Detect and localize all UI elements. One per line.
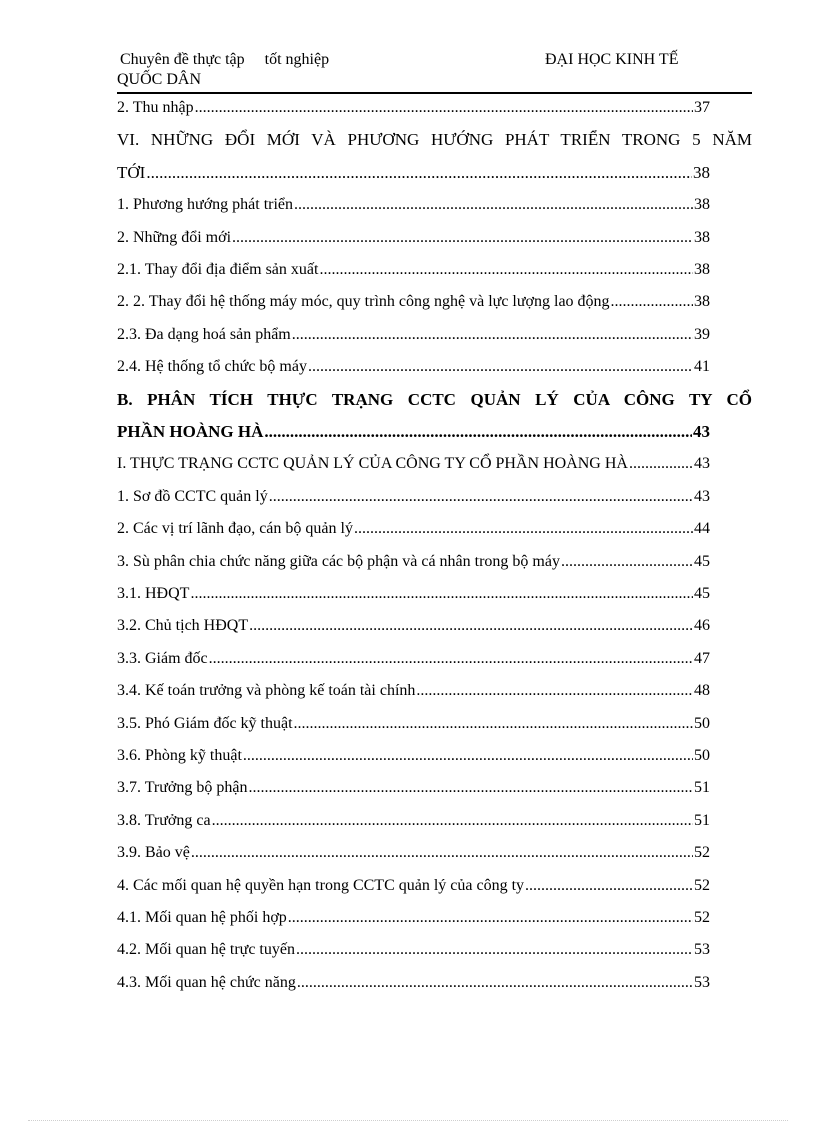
toc-dot-leader <box>297 970 693 996</box>
toc-page-number: 38 <box>694 196 710 214</box>
toc-entry-title: 2. Thu nhập <box>117 99 194 116</box>
toc-page-number: 43 <box>693 422 710 441</box>
toc-page-number: 43 <box>694 455 710 473</box>
toc-dot-leader <box>416 678 693 704</box>
toc-page-number: 53 <box>694 973 710 991</box>
toc-dot-leader <box>292 322 693 348</box>
toc-entry-title: 2.4. Hệ thống tổ chức bộ máy <box>117 358 307 376</box>
toc-page-number: 52 <box>694 909 710 926</box>
toc-page-number: 52 <box>694 844 710 862</box>
toc-entry[interactable] <box>117 95 710 121</box>
toc-entry-title: 3. Sù phân chia chức năng giữa các bộ phận và cá nhân trong bộ máy <box>117 552 560 570</box>
toc-page-number: 38 <box>694 261 710 278</box>
toc-dot-leader <box>249 613 693 639</box>
toc-dot-leader <box>212 808 693 834</box>
toc-entry-title: I. THỰC TRẠNG CCTC QUẢN LÝ CỦA CÔNG TY CỔ PHẦN HOÀNG HÀ <box>117 455 628 473</box>
toc-entry-title: 4.1. Mối quan hệ phối hợp <box>117 909 287 926</box>
toc-page-number: 47 <box>694 649 710 667</box>
toc-entry-title: 2. Những đổi mới <box>117 228 232 246</box>
toc-entry-title: 2.3. Đa dạng hoá sản phẩm <box>117 325 291 343</box>
toc-dot-leader <box>296 937 693 963</box>
toc-page-number: 48 <box>694 682 710 700</box>
toc-page-number: 51 <box>694 779 710 797</box>
toc-dot-leader <box>191 840 693 866</box>
toc-page-number: 46 <box>694 617 710 635</box>
page-bottom-border <box>28 1120 788 1121</box>
toc-entry[interactable] <box>117 192 710 218</box>
toc-entry-title: 2. Các vị trí lãnh đạo, cán bộ quản lý <box>117 520 353 538</box>
toc-dot-leader <box>146 160 692 186</box>
toc-entry-title: 4.3. Mối quan hệ chức năng <box>117 973 296 991</box>
header-rule <box>117 92 752 94</box>
toc-entry-title: 4. Các mối quan hệ quyền hạn trong CCTC quản lý của công ty <box>117 876 525 894</box>
toc-entry[interactable] <box>117 581 710 607</box>
toc-dot-leader <box>525 873 693 899</box>
toc-dot-leader <box>195 95 693 121</box>
toc-entry[interactable] <box>117 646 710 672</box>
toc-dot-leader <box>629 451 693 477</box>
toc-dot-leader <box>308 354 693 380</box>
toc-entry[interactable] <box>117 905 710 931</box>
toc-entry-title: 2.1. Thay đổi địa điểm sản xuất <box>117 261 319 278</box>
toc-entry-title: 1. Sơ đồ CCTC quản lý <box>117 487 268 505</box>
toc-entry[interactable] <box>117 289 710 315</box>
toc-entry[interactable] <box>117 451 710 477</box>
toc-entry-title: PHẦN HOÀNG HÀ <box>117 422 264 441</box>
toc-dot-leader <box>232 225 693 251</box>
toc-page-number: 38 <box>694 293 710 311</box>
toc-entry-title: 3.2. Chủ tịch HĐQT <box>117 617 249 635</box>
toc-dot-leader <box>269 484 693 510</box>
toc-entry-title: 2. 2. Thay đổi hệ thống máy móc, quy trình công nghệ và lực lượng lao động <box>117 293 610 311</box>
toc-entry-title: 3.3. Giám đốc <box>117 649 208 667</box>
toc-entry-heading-line: B. PHÂN TÍCH THỰC TRẠNG CCTC QUẢN LÝ CỦA CÔNG TY CỔ <box>117 389 752 409</box>
toc-page-number: 44 <box>694 520 710 538</box>
toc-dot-leader <box>209 646 693 672</box>
toc-page-number: 45 <box>694 552 710 570</box>
toc-dot-leader <box>294 192 693 218</box>
toc-entry[interactable] <box>117 160 710 186</box>
header-continuation-text: QUỐC DÂN <box>117 71 201 88</box>
toc-entry-title: 3.9. Bảo vệ <box>117 844 190 862</box>
toc-entry[interactable] <box>117 225 710 251</box>
toc-entry-title: 3.5. Phó Giám đốc kỹ thuật <box>117 714 293 732</box>
toc-entry[interactable] <box>117 970 710 996</box>
toc-entry[interactable] <box>117 419 710 445</box>
toc-dot-leader <box>319 257 693 283</box>
toc-entry[interactable] <box>117 743 710 769</box>
toc-entry[interactable] <box>117 775 710 801</box>
toc-entry-title: 3.7. Trưởng bộ phận <box>117 779 248 797</box>
toc-dot-leader <box>190 581 693 607</box>
toc-entry-heading-line: VI. NHỮNG ĐỔI MỚI VÀ PHƯƠNG HƯỚNG PHÁT TRIỂN TRONG 5 NĂM <box>117 130 752 150</box>
toc-entry-title: 4.2. Mối quan hệ trực tuyến <box>117 941 295 959</box>
toc-dot-leader <box>354 516 693 542</box>
toc-page-number: 43 <box>694 487 710 505</box>
toc-dot-leader <box>248 775 693 801</box>
toc-page-number: 51 <box>694 811 710 829</box>
toc-dot-leader <box>264 419 692 445</box>
toc-entry[interactable] <box>117 322 710 348</box>
toc-entry-title: 3.4. Kế toán trưởng và phòng kế toán tài chính <box>117 682 416 700</box>
toc-entry-title: 1. Phương hướng phát triển <box>117 196 294 214</box>
toc-page-number: 50 <box>694 747 710 764</box>
toc-entry[interactable] <box>117 354 710 380</box>
toc-entry[interactable] <box>117 613 710 639</box>
toc-entry[interactable] <box>117 873 710 899</box>
header-right-text: ĐẠI HỌC KINH TẾ <box>545 51 679 68</box>
toc-page-number: 37 <box>694 99 710 116</box>
toc-entry[interactable] <box>117 257 710 283</box>
toc-entry-title: 3.8. Trưởng ca <box>117 811 211 829</box>
toc-page-number: 38 <box>693 162 710 182</box>
toc-entry-title: 3.6. Phòng kỹ thuật <box>117 747 242 764</box>
toc-entry[interactable] <box>117 678 710 704</box>
toc-dot-leader <box>294 711 693 737</box>
toc-page-number: 39 <box>694 325 710 343</box>
toc-entry[interactable] <box>117 840 710 866</box>
toc-page-number: 52 <box>694 876 710 894</box>
header-left-text: Chuyên đề thực tập tốt nghiệp <box>120 51 330 68</box>
toc-entry-title: 3.1. HĐQT <box>117 585 190 602</box>
toc-entry[interactable] <box>117 516 710 542</box>
toc-entry-title: TỚI <box>117 162 146 182</box>
toc-page-number: 53 <box>694 941 710 959</box>
toc-page-number: 45 <box>694 585 710 602</box>
toc-dot-leader <box>611 289 693 315</box>
toc-dot-leader <box>288 905 693 931</box>
toc-entry[interactable] <box>117 711 710 737</box>
toc-entry[interactable] <box>117 937 710 963</box>
toc-entry[interactable] <box>117 484 710 510</box>
toc-entry[interactable] <box>117 549 710 575</box>
toc-page-number: 50 <box>694 714 710 732</box>
toc-page-number: 41 <box>694 358 710 376</box>
toc-dot-leader <box>243 743 693 769</box>
toc-page-number: 38 <box>694 228 710 246</box>
toc-entry[interactable] <box>117 808 710 834</box>
toc-dot-leader <box>561 549 693 575</box>
